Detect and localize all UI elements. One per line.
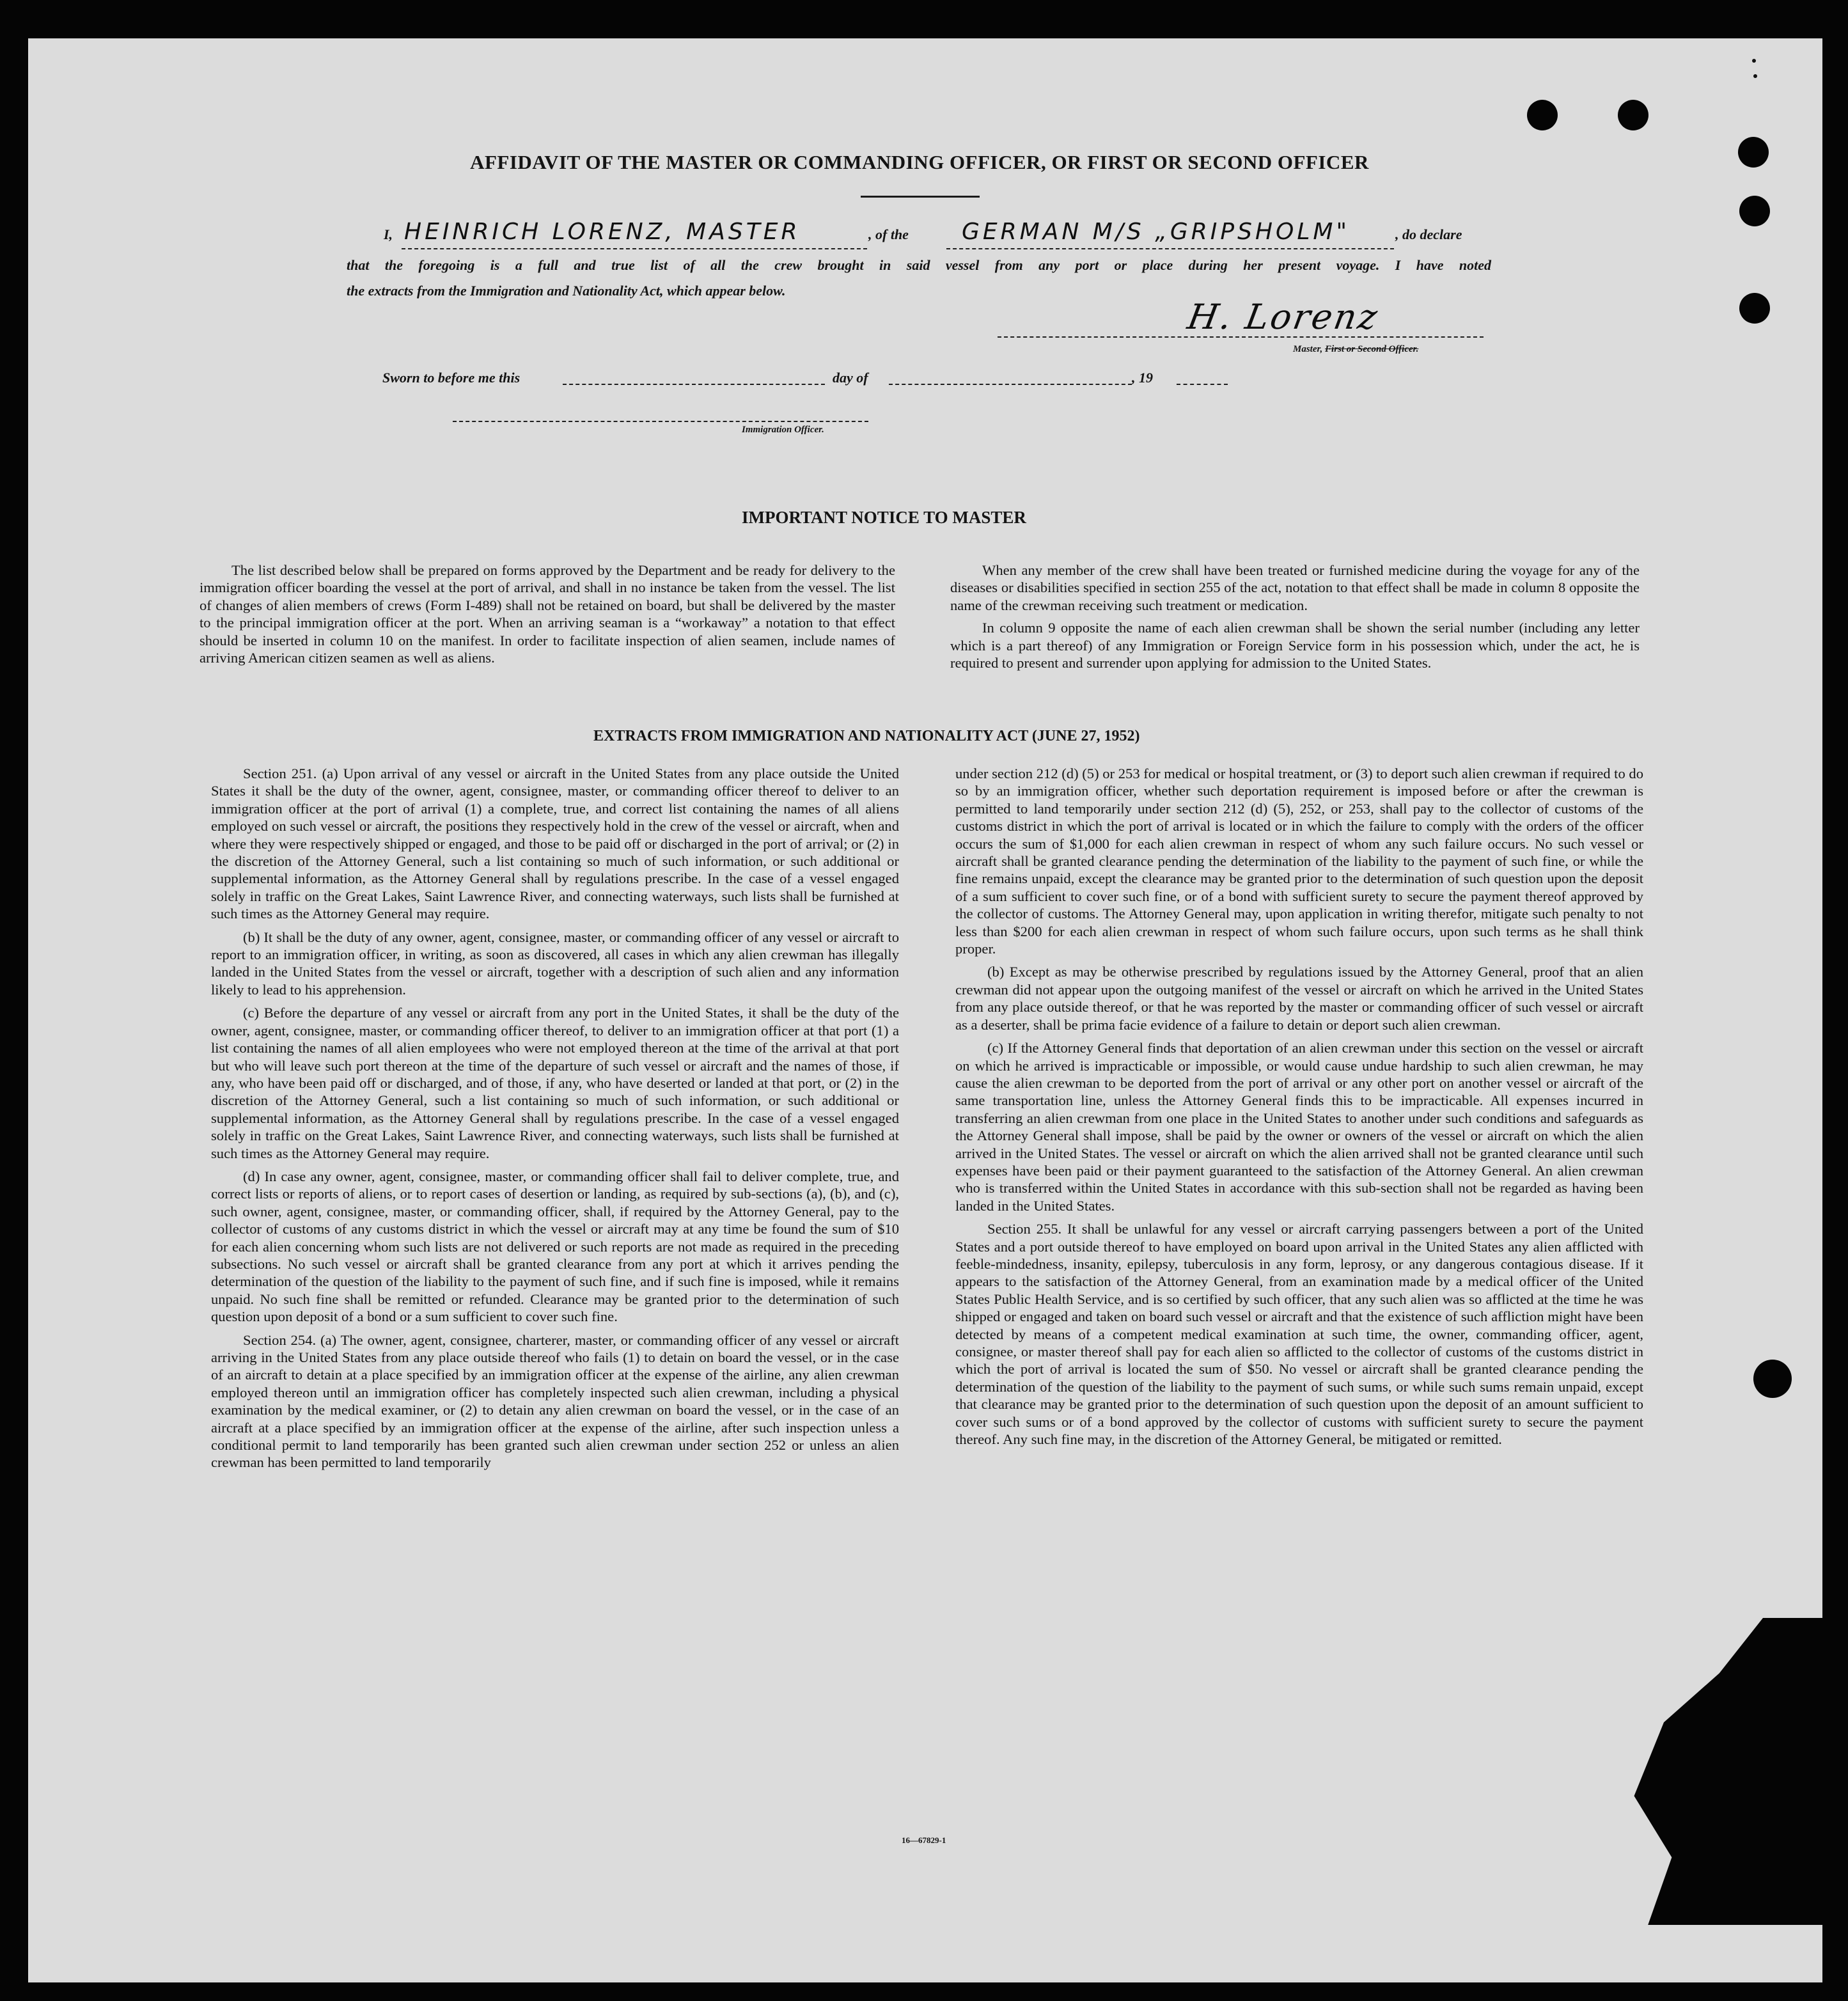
notice-paragraph: In column 9 opposite the name of each alien crewman shall be shown the serial number (including any letter which is a part thereof) of any Immigration or Foreign Service form in his possession which, under the act, he is required to present and surrender upon applying for admission to the United States. [950, 620, 1640, 671]
declaration-line-3: the extracts from the Immigration and Nationality Act, which appear below. [347, 283, 786, 299]
notice-title: IMPORTANT NOTICE TO MASTER [742, 508, 1026, 527]
extracts-left-column [211, 765, 899, 1477]
i-label: I, [384, 226, 393, 242]
extract-paragraph: (b) Except as may be otherwise prescribed by regulations issued by the Attorney General, proof that an alien crewman did not appear upon the outgoing manifest of the vessel or aircraft on which he arrived in the United States from any place outside thereof, or that he was reported by the master or commanding officer of such vessel or aircraft as a deserter, shall be prima facie evidence of a failure to detain or deport such alien crewman. [955, 964, 1643, 1033]
signature-caption [1293, 344, 1418, 355]
punch-hole [1618, 100, 1648, 130]
affidavit-title: AFFIDAVIT OF THE MASTER OR COMMANDING OFFICER, OR FIRST OR SECOND OFFICER [470, 151, 1369, 173]
master-name-line [402, 219, 867, 249]
sworn-label: Sworn to before me this [382, 370, 521, 386]
day-of-label: day of [833, 370, 868, 386]
extract-paragraph: (c) Before the departure of any vessel or aircraft from any port in the United States, it shall be the duty of the owner, agent, consignee, master, or commanding officer thereof, to deliver to an immigration officer at that port (1) a list containing the names of all alien employees who were not employed thereon at the time of the arrival at that port but who will leave such port thereon at the time of the departure of such vessel or aircraft and the names of those, if any, who have been paid off or discharged, and of those, if any, who have deserted or landed at that port, or (2) in the discretion of the Attorney General, such a list containing so much of such information, or such additional or supplemental information, as the Attorney General shall by regulations prescribe. In the case of a vessel engaged solely in traffic on the Great Lakes, Saint Lawrence River, and connecting waterways, such lists shall be furnished at such times as the Attorney General may require. [211, 1005, 899, 1161]
form-code: 16—67829-1 [902, 1835, 946, 1845]
sworn-year-line [1177, 382, 1228, 385]
extract-paragraph: (d) In case any owner, agent, consignee, master, or commanding officer shall fail to deliver complete, true, and correct lists or reports of aliens, or to report cases of desertion or landing, as required by sub-sections (a), (b), and (c), such owner, agent, consignee, master, or commanding officer, shall, if required by the Attorney General, pay to the collector of customs of any customs district in which the vessel or aircraft may at any time be found the sum of $10 for each alien concerning whom such lists are not delivered or such reports are not made as required in the preceding subsections. No such vessel or aircraft shall be granted clearance from any port at which it arrives pending the determination of the question of the liability to the payment of such fine, and if such fine is imposed, while it remains unpaid. No such fine shall be remitted or refunded. Clearance may be granted prior to the determination of such question upon deposit of a bond or a sum sufficient to cover such fine. [211, 1168, 899, 1325]
of-the-label: , of the [868, 226, 909, 242]
extract-paragraph: Section 254. (a) The owner, agent, consignee, charterer, master, or commanding officer of any vessel or aircraft arriving in the United States from any place outside thereof who fails (1) to detain on board the vessel, or in the case of an aircraft to detain at a place specified by an immigration officer at the expense of the airline, any alien crewman employed thereon until an immigration officer has completely inspected such alien crewman, including a physical examination by the medical examiner, or (2) to detain any alien crewman on board the vessel, or in the case of an aircraft at a place specified by an immigration officer at the expense of the airline, after such inspection unless a conditional permit to land temporarily has been granted such alien crewman under section 252 or unless an alien crewman has been permitted to land temporarily [211, 1331, 899, 1471]
extracts-title: EXTRACTS FROM IMMIGRATION AND NATIONALITY ACT (JUNE 27, 1952) [593, 728, 1140, 744]
extract-paragraph: Section 255. It shall be unlawful for any vessel or aircraft carrying passengers between a port of the United States and a port outside thereof to have employed on board upon arrival in the United States any alien afflicted with feeble-mindedness, insanity, epilepsy, tuberculosis in any form, leprosy, or any dangerous contagious disease. If it appears to the satisfaction of the Attorney General, from an examination made by a medical officer of the United States Public Health Service, and is so certified by such officer, that any such alien was so afflicted at the time he was shipped or engaged and taken on board such vessel or aircraft and that the existence of such affliction might have been detected by means of a competent medical examination at such time, the owner, commanding officer, agent, consignee, or master thereof shall pay for each alien so afflicted to the collector of customs of the customs district in which the port of arrival is located the sum of $50. No vessel or aircraft shall be granted clearance pending the determination of the question of the liability to the payment of such sums, or while such sums remain unpaid, except that clearance may be granted prior to the determination of such question upon the deposit of an amount sufficient to cover such sums or of a bond approved by the collector of customs with sufficient surety to secure the payment thereof. Any such fine may, in the discretion of the Attorney General, be mitigated or remitted. [955, 1221, 1643, 1448]
notice-paragraph: The list described below shall be prepared on forms approved by the Department and be ready for delivery to the immigration officer boarding the vessel at the port of arrival, and shall in no instance be taken from the vessel. The list of changes of alien members of crews (Form I-489) shall not be retained on board, but shall be delivered by the master to the principal immigration officer at the port. When an arriving seaman is a “workaway” a notation to that effect should be inserted in column 10 on the manifest. In order to facilitate inspection of alien seamen, include names of arriving American citizen seamen as well as aliens. [200, 562, 895, 666]
punch-hole [1738, 137, 1769, 168]
vessel-line [946, 219, 1394, 249]
master-name: HEINRICH LORENZ, MASTER [404, 219, 801, 245]
extracts-right-column [955, 765, 1643, 1454]
extract-paragraph: (b) It shall be the duty of any owner, agent, consignee, master, or commanding officer of any vessel or aircraft to report to an immigration officer, in writing, as soon as discovered, all cases in which any alien crewman has illegally landed in the United States from the vessel or aircraft, together with a description of such alien and any information likely to lead to his apprehension. [211, 929, 899, 998]
year-label: , 19 [1132, 370, 1153, 386]
officer-caption: Immigration Officer. [742, 425, 824, 435]
sworn-month-line [889, 382, 1132, 385]
declaration-line-2: that the foregoing is a full and true list of all the crew brought in said vessel from any port or place during her present voyage. I have noted [347, 257, 1491, 273]
extract-paragraph: Section 251. (a) Upon arrival of any vessel or aircraft in the United States from any place outside the United States it shall be the duty of the owner, agent, consignee, master, or commanding officer thereof to deliver to an immigration officer at the port of arrival (1) a complete, true, and correct list containing the names of all aliens employed on such vessel or aircraft, the positions they respectively hold in the crew of the vessel or aircraft, when and where they were respectively shipped or engaged, and those to be paid off or discharged in the port of arrival; or (2) in the discretion of the Attorney General, such a list containing so much of such information, or such additional or supplemental information, as the Attorney General shall by regulations prescribe. In the case of a vessel engaged solely in traffic on the Great Lakes, Saint Lawrence River, and connecting waterways, such lists shall be furnished at such times as the Attorney General may require. [211, 765, 899, 922]
notice-right [950, 561, 1640, 671]
punch-hole [1739, 293, 1770, 324]
signature-caption-officer: First or Second Officer. [1325, 344, 1419, 354]
notice-left [200, 561, 895, 666]
extract-paragraph: under section 212 (d) (5) or 253 for medical or hospital treatment, or (3) to deport such alien crewman if required to do so by an immigration officer, whether such deportation requirement is imposed before or after the crewman is permitted to land temporarily under section 212 (d) (5), 252, or 253, shall pay to the collector of customs of the customs district in which the port of arrival is located or in which the failure to comply with the orders of the officer occurs the sum of $1,000 for each alien crewman in respect of whom any such failure occurs. No such vessel or aircraft shall be granted clearance pending the determination of the liability to the payment of such fine, or while the fine remains unpaid, except the clearance may be granted prior to the determination of such question upon the deposit of a sum sufficient to cover such fine, or of a bond with sufficient surety to secure the payment thereof approved by the collector of customs. The Attorney General may, upon application in writing therefor, mitigate such penalty to not less than $200 for each alien crewman in respect of whom such failure occurs, upon such terms as he shall think proper. [955, 765, 1643, 957]
signature-line [998, 335, 1484, 338]
notice-paragraph: When any member of the crew shall have been treated or furnished medicine during the voyage for any of the diseases or disabilities specified in section 255 of the act, notation to that effect shall be made in column 8 opposite the name of the crewman receiving such treatment or medication. [950, 562, 1640, 613]
master-signature: H. Lorenz [1184, 297, 1382, 337]
speck [1752, 59, 1756, 63]
title-rule [861, 196, 980, 198]
punch-hole [1527, 100, 1558, 130]
speck [1753, 74, 1757, 78]
paper-damage [1753, 1360, 1792, 1398]
vessel-name: GERMAN M/S „GRIPSHOLM" [962, 219, 1351, 245]
signature-caption-master: Master, [1293, 344, 1323, 354]
extract-paragraph: (c) If the Attorney General finds that deportation of an alien crewman under this section on the vessel or aircraft on which he arrived is impracticable or impossible, or would cause undue hardship to such alien crewman, he may cause the alien crewman to be deported from the port of arrival or any other port on another vessel or aircraft of the same transportation line, unless the Attorney General finds this to be impracticable. All expenses incurred in transferring an alien crewman from one place in the United States to another under such conditions and safeguards as the Attorney General shall impose, shall be paid by the owner or owners of the vessel or aircraft on which the alien arrived in the United States. The vessel or aircraft on which the alien arrived shall not be granted clearance until such expenses have been paid or their payment guaranteed to the satisfaction of the Attorney General. An alien crewman who is transferred within the United States in accordance with this sub-section shall not be regarded as having been landed in the United States. [955, 1040, 1643, 1214]
officer-signature-line [453, 420, 868, 422]
do-declare-label: , do declare [1395, 226, 1462, 242]
sworn-day-line [563, 382, 825, 385]
punch-hole [1739, 196, 1770, 226]
